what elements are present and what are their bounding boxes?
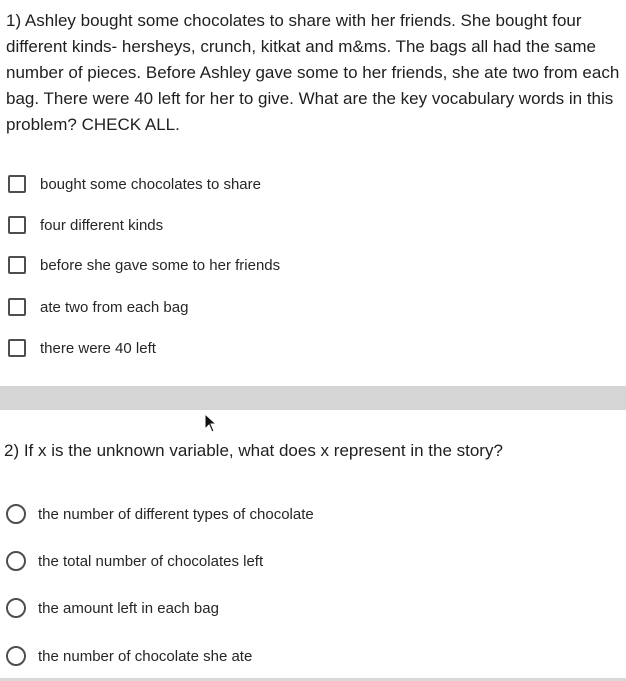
- radio-icon[interactable]: [6, 646, 26, 666]
- q1-option-label: before she gave some to her friends: [40, 256, 281, 274]
- radio-icon[interactable]: [6, 504, 26, 524]
- mouse-pointer-icon: [204, 413, 218, 433]
- checkbox-icon[interactable]: [8, 216, 26, 234]
- question-2-text: 2) If x is the unknown variable, what does x represent in the story?: [4, 441, 503, 460]
- q2-option-label: the number of different types of chocolate: [38, 505, 314, 523]
- q2-option-label: the amount left in each bag: [38, 599, 219, 617]
- q1-option-label: ate two from each bag: [40, 298, 189, 316]
- q1-option-label: there were 40 left: [40, 339, 156, 357]
- q1-option-label: bought some chocolates to share: [40, 175, 261, 193]
- question-2-card: [0, 410, 626, 678]
- radio-icon[interactable]: [6, 551, 26, 571]
- q2-option-label: the total number of chocolates left: [38, 552, 264, 570]
- checkbox-icon[interactable]: [8, 175, 26, 193]
- section-divider: [0, 386, 626, 410]
- radio-icon[interactable]: [6, 598, 26, 618]
- checkbox-icon[interactable]: [8, 298, 26, 316]
- q1-option-label: four different kinds: [40, 216, 164, 234]
- checkbox-icon[interactable]: [8, 256, 26, 274]
- q2-option-label: the number of chocolate she ate: [38, 647, 253, 665]
- question-1-text: 1) Ashley bought some chocolates to share with her friends. She bought four different kinds- hersheys, crunch, kitkat and m&ms. The bags all had the same number of pieces. Before Ashley gave some to her friends, she ate two from each bag. There were 40 left for her to give. What are the key vocabulary words in this problem? CHECK ALL.: [6, 11, 620, 134]
- checkbox-icon[interactable]: [8, 339, 26, 357]
